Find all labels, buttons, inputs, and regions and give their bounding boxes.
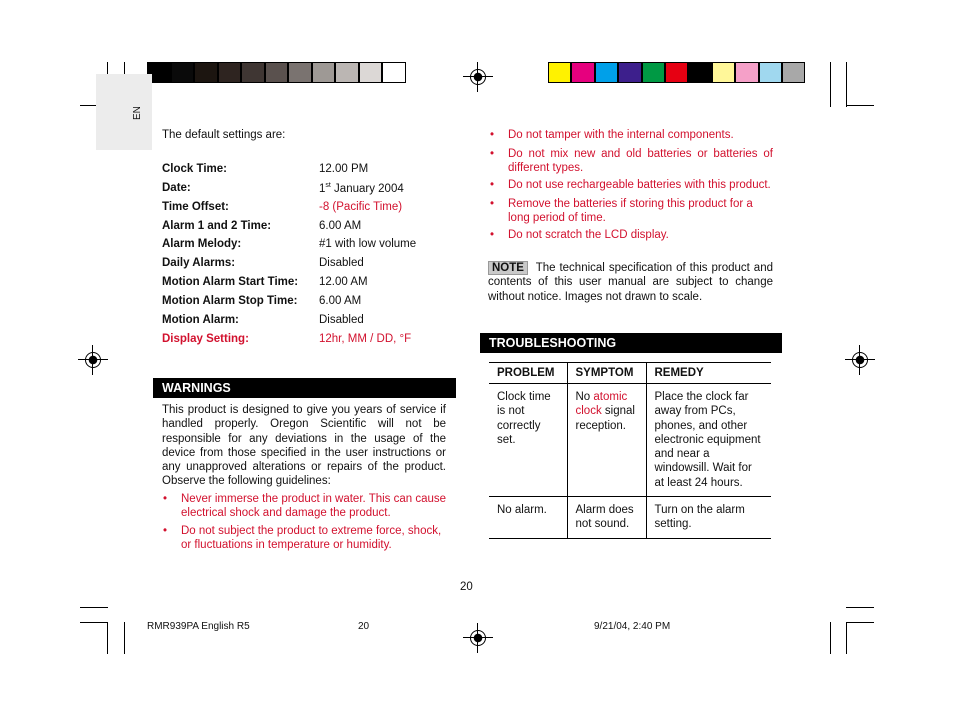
symptom-cell: Alarm does not sound. <box>567 497 646 539</box>
warning-bullet: • Remove the batteries if storing this product for a long period of time. <box>490 198 753 224</box>
color-swatch <box>288 62 312 83</box>
color-swatch <box>571 62 594 83</box>
setting-label: Time Offset: <box>162 201 229 213</box>
registration-mark-top-icon <box>467 66 489 88</box>
footer-page: 20 <box>358 621 370 632</box>
troubleshooting-heading: TROUBLESHOOTING <box>480 333 782 353</box>
table-header-row <box>489 363 771 384</box>
setting-value: #1 with low volume <box>319 238 417 250</box>
setting-value: 12.00 PM <box>319 163 369 175</box>
color-swatch <box>194 62 218 83</box>
footer-timestamp: 9/21/04, 2:40 PM <box>594 621 671 632</box>
setting-label: Alarm Melody: <box>162 238 242 250</box>
color-swatch <box>735 62 758 83</box>
setting-label: Motion Alarm: <box>162 314 239 326</box>
setting-value: Disabled <box>319 257 364 269</box>
color-swatch <box>265 62 289 83</box>
color-swatch <box>782 62 805 83</box>
warning-bullet: • Do not use rechargeable batteries with this product. <box>490 179 771 191</box>
page-number: 20 <box>460 581 473 593</box>
color-swatch <box>759 62 782 83</box>
troubleshooting-table <box>489 362 771 539</box>
color-swatch <box>335 62 359 83</box>
color-swatch <box>712 62 735 83</box>
setting-value: -8 (Pacific Time) <box>319 201 403 213</box>
setting-label: Daily Alarms: <box>162 257 236 269</box>
note-tag: NOTE <box>488 261 528 275</box>
registration-mark-bottom-icon <box>467 627 489 649</box>
warning-bullet: • Do not tamper with the internal components. <box>490 129 734 141</box>
setting-label: Motion Alarm Stop Time: <box>162 295 298 307</box>
color-swatch <box>218 62 242 83</box>
color-swatch <box>618 62 641 83</box>
color-swatch <box>688 62 711 83</box>
setting-value: 12.00 AM <box>319 276 368 288</box>
color-swatch <box>382 62 406 83</box>
color-swatch <box>548 62 571 83</box>
color-swatch <box>359 62 383 83</box>
setting-value: 12hr, MM / DD, °F <box>319 333 412 345</box>
color-swatch <box>595 62 618 83</box>
settings-intro: The default settings are: <box>162 129 286 141</box>
warning-bullet: • Never immerse the product in water. This can cause electrical shock and damage the product. <box>163 493 447 519</box>
column-header: SYMPTOM <box>567 363 646 384</box>
warning-bullet: • Do not mix new and old batteries or batteries of different types. <box>490 148 773 174</box>
warning-bullet: • Do not scratch the LCD display. <box>490 229 669 241</box>
warning-bullet: • Do not subject the product to extreme force, shock, or fluctuations in temperature or humidity. <box>163 525 442 551</box>
setting-value: 1st January 2004 <box>319 182 404 195</box>
setting-label: Display Setting: <box>162 333 249 345</box>
color-swatch <box>171 62 195 83</box>
color-swatch <box>642 62 665 83</box>
setting-label: Motion Alarm Start Time: <box>162 276 299 288</box>
problem-cell: No alarm. <box>489 497 567 539</box>
remedy-cell: Place the clock far away from PCs, phones, and other electronic equipment and near a windowsill. Wait for at least 24 hours. <box>646 384 771 497</box>
color-swatch <box>665 62 688 83</box>
registration-mark-left-icon <box>82 349 104 371</box>
color-swatch <box>241 62 265 83</box>
column-header: PROBLEM <box>489 363 567 384</box>
setting-label: Date: <box>162 182 191 194</box>
column-header: REMEDY <box>646 363 771 384</box>
table-row <box>489 497 771 539</box>
setting-label: Clock Time: <box>162 163 227 175</box>
remedy-cell: Turn on the alarm setting. <box>646 497 771 539</box>
color-swatch <box>312 62 336 83</box>
setting-value: Disabled <box>319 314 364 326</box>
language-label: EN <box>132 106 143 120</box>
setting-label: Alarm 1 and 2 Time: <box>162 220 272 232</box>
setting-value: 6.00 AM <box>319 295 362 307</box>
registration-mark-right-icon <box>849 349 871 371</box>
problem-cell: Clock time is not correctly set. <box>489 384 567 497</box>
footer-filename: RMR939PA English R5 <box>147 621 250 632</box>
warnings-heading: WARNINGS <box>153 378 456 398</box>
setting-value: 6.00 AM <box>319 220 362 232</box>
table-row <box>489 384 771 497</box>
language-tab <box>96 74 152 150</box>
warnings-intro: This product is designed to give you years of service if handled properly. Oregon Scientific will not be responsible for any deviations in the usage of the device from those specified in the user instructions or any unapproved alterations or repairs of the product. Observe the following guidelines: <box>162 404 446 488</box>
note-paragraph: NOTE The technical specification of this product and contents of this user manual are subject to change without notice. Images not drawn to scale. <box>488 262 773 303</box>
symptom-cell: No atomic clock signal reception. <box>567 384 646 497</box>
